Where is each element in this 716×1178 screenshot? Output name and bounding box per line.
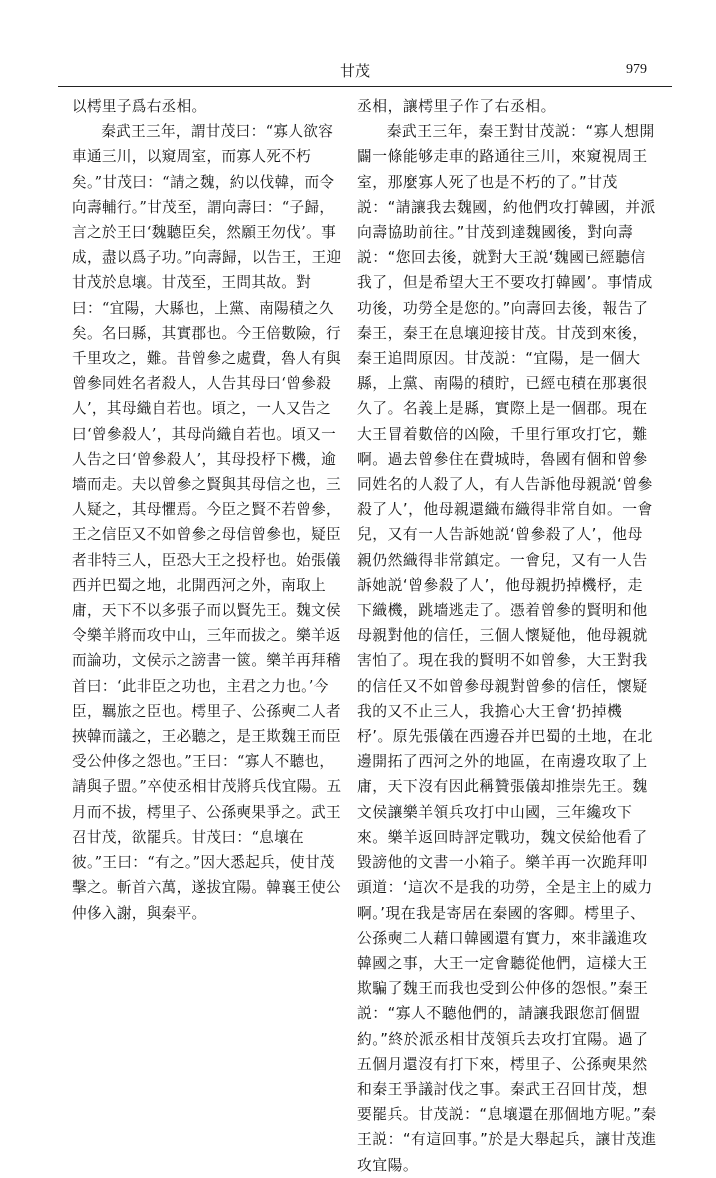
classical-text-column: [72, 94, 346, 926]
header-rule: [58, 86, 672, 87]
translation-paragraph: 秦武王三年，秦王對甘茂説：“寡人想開闢一條能够走車的路通往三川，來窺視周王室，那麼寡人死了也是不朽的了。”甘茂説：“請讓我去魏國，約他們攻打韓國，并派向壽協助前往。”甘茂到達魏國後，對向壽説：“您回去後，就對大王説‘魏國已經聽信我了，但是希望大王不要攻打韓國’。事情成功後，功勞全是您的。”向壽回去後，報告了秦王，秦王在息壤迎接甘茂。甘茂到來後，秦王追問原因。甘茂説：“宜陽，是一個大縣，上黨、南陽的積貯，已經屯積在那裏很久了。名義上是縣，實際上是一個郡。現在大王冒着數倍的凶險，千里行軍攻打它，難啊。過去曾參住在費城時，魯國有個和曾參同姓名的人殺了人，有人告訴他母親説‘曾參殺了人’，他母親還織布織得非常自如。一會兒，又有一人告訴她説‘曾參殺了人’，他母親仍然織得非常鎮定。一會兒，又有一人告訴她説‘曾參殺了人’，他母親扔掉機杼，走下織機，跳墻逃走了。憑着曾參的賢明和他母親對他的信任，三個人懷疑他，他母親就害怕了。現在我的賢明不如曾參，大王對我的信任又不如曾參母親對曾參的信任，懷疑我的又不止三人，我擔心大王會‘扔掉機杼’。原先張儀在西邊吞并巴蜀的土地，在北邊開拓了西河之外的地區，在南邊攻取了上庸，天下沒有因此稱贊張儀却推崇先王。魏文侯讓樂羊領兵攻打中山國，三年纔攻下來。樂羊返回時評定戰功，魏文侯給他看了毀謗他的文書一小箱子。樂羊再一次跪拜叩頭道：‘這次不是我的功勞，全是主上的威力啊。’現在我是寄居在秦國的客卿。樗里子、公孫奭二人藉口韓國還有實力，來非議進攻韓國之事，大王一定會聽從他們，這樣大王欺騙了魏王而我也受到公仲侈的怨恨。”秦王説：“寡人不聽他們的，請讓我跟您訂個盟約。”終於派丞相甘茂領兵去攻打宜陽。過了五個月還沒有打下來，樗里子、公孫奭果然和秦王爭議討伐之事。秦武王召回甘茂，想要罷兵。甘茂説：“息壤還在那個地方呢。”秦王説：“有這回事。”於是大舉起兵，讓甘茂進攻宜陽。: [357, 123, 657, 1174]
classical-text-paragraph: 秦武王三年，謂甘茂曰：“寡人欲容車通三川，以窺周室，而寡人死不朽矣。”甘茂曰：“請之魏，約以伐韓，而令向壽輔行。”甘茂至，謂向壽曰：“子歸，言之於王曰‘魏聽臣矣，然願王勿伐’。事成，盡以爲子功。”向壽歸，以告王，王迎甘茂於息壤。甘茂至，王問其故。對曰：“宜陽，大縣也，上黨、南陽積之久矣。名曰縣，其實郡也。今王倍數險，行千里攻之，難。昔曾參之處費，魯人有與曾參同姓名者殺人，人告其母曰‘曾參殺人’，其母織自若也。頃之，一人又告之曰‘曾參殺人’，其母尚織自若也。頃又一人告之曰‘曾參殺人’，其母投杼下機，逾墻而走。夫以曾參之賢與其母信之也，三人疑之，其母懼焉。今臣之賢不若曾參，王之信臣又不如曾參之母信曾參也，疑臣者非特三人，臣恐大王之投杼也。始張儀西并巴蜀之地，北開西河之外，南取上庸，天下不以多張子而以賢先王。魏文侯令樂羊將而攻中山，三年而拔之。樂羊返而論功，文侯示之謗書一篋。樂羊再拜稽首曰：‘此非臣之功也，主君之力也。’今臣，羈旅之臣也。樗里子、公孫奭二人者挾韓而議之，王必聽之，是王欺魏王而臣受公仲侈之怨也。”王曰：“寡人不聽也，請與子盟。”卒使丞相甘茂將兵伐宜陽。五月而不拔，樗里子、公孫奭果爭之。武王召甘茂，欲罷兵。甘茂曰：“息壤在彼。”王曰：“有之。”因大悉起兵，使甘茂擊之。斬首六萬，遂拔宜陽。韓襄王使公仲侈入謝，與秦平。: [72, 123, 342, 922]
classical-text-paragraph: 以樗里子爲右丞相。: [72, 98, 207, 115]
translation-text-column: [357, 94, 658, 1178]
page-number: 979: [626, 62, 647, 77]
translation-paragraph: 丞相，讓樗里子作了右丞相。: [357, 98, 556, 115]
running-header-title: 甘茂: [339, 62, 370, 80]
